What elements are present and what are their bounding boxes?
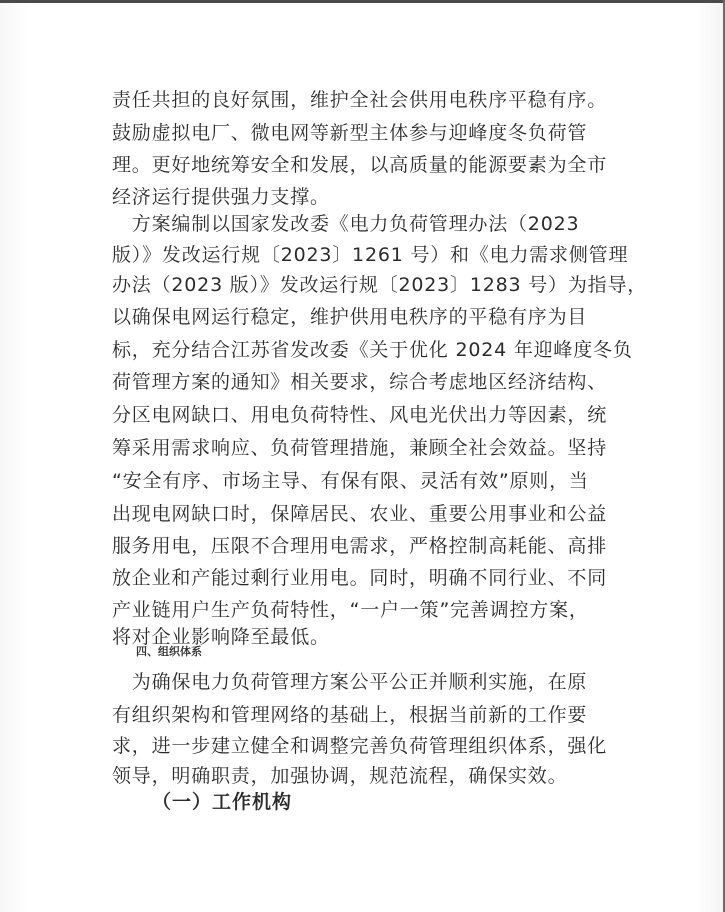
paragraph-line: 产业链用户生产负荷特性，“一户一策”完善调控方案， (112, 599, 589, 621)
paragraph-line: 领导，明确职责，加强协调，规范流程，确保实效。 (112, 765, 568, 787)
paragraph-line: 方案编制以国家发改委《电力负荷管理办法（2023 (112, 213, 580, 235)
paragraph-line: 办法（2023 版）》发改运行规〔2023〕1283 号）为指导， (112, 274, 648, 296)
paragraph-line: 筹采用需求响应、负荷管理措施，兼顾全社会效益。坚持 (112, 437, 608, 459)
paragraph-line: 鼓励虚拟电厂、微电网等新型主体参与迎峰度冬负荷管 (112, 122, 588, 144)
paragraph-line: 经济运行提供强力支撑。 (112, 186, 330, 208)
paragraph-line: 服务用电，压限不合理用电需求，严格控制高耗能、高排 (112, 535, 608, 557)
paragraph-line: 有组织架构和管理网络的基础上，根据当前新的工作要 (112, 704, 588, 726)
paragraph-line: 分区电网缺口、用电负荷特性、风电光伏出力等因素，统 (112, 404, 608, 426)
paragraph-line: 出现电网缺口时，保障居民、农业、重要公用事业和公益 (112, 503, 608, 525)
paragraph-line: 放企业和产能过剩行业用电。同时，明确不同行业、不同 (112, 567, 608, 589)
paragraph-line: 以确保电网运行稳定，维护供用电秩序的平稳有序为目 (112, 306, 588, 328)
section-heading: 四、组织体系 (136, 645, 202, 658)
subsection-heading: （一）工作机构 (152, 791, 293, 813)
paragraph-line: 版）》发改运行规〔2023〕1261 号）和《电力需求侧管理 (112, 244, 629, 266)
paragraph-line: “安全有序、市场主导、有保有限、灵活有效”原则，当 (112, 470, 589, 492)
paragraph-line: 求，进一步建立健全和调整完善负荷管理组织体系，强化 (112, 735, 608, 757)
paragraph-line: 标，充分结合江苏省发改委《关于优化 2024 年迎峰度冬负 (112, 339, 633, 361)
page-top-edge (0, 0, 725, 3)
paragraph-line: 责任共担的良好氛围，维护全社会供用电秩序平稳有序。 (112, 89, 608, 111)
paragraph-line: 荷管理方案的通知》相关要求，综合考虑地区经济结构、 (112, 371, 608, 393)
paragraph-line: 为确保电力负荷管理方案公平公正并顺利实施，在原 (112, 671, 588, 693)
paragraph-line: 理。更好地统筹安全和发展，以高质量的能源要素为全市 (112, 154, 608, 176)
paragraph-line: 将对企业影响降至最低。 (112, 626, 330, 648)
